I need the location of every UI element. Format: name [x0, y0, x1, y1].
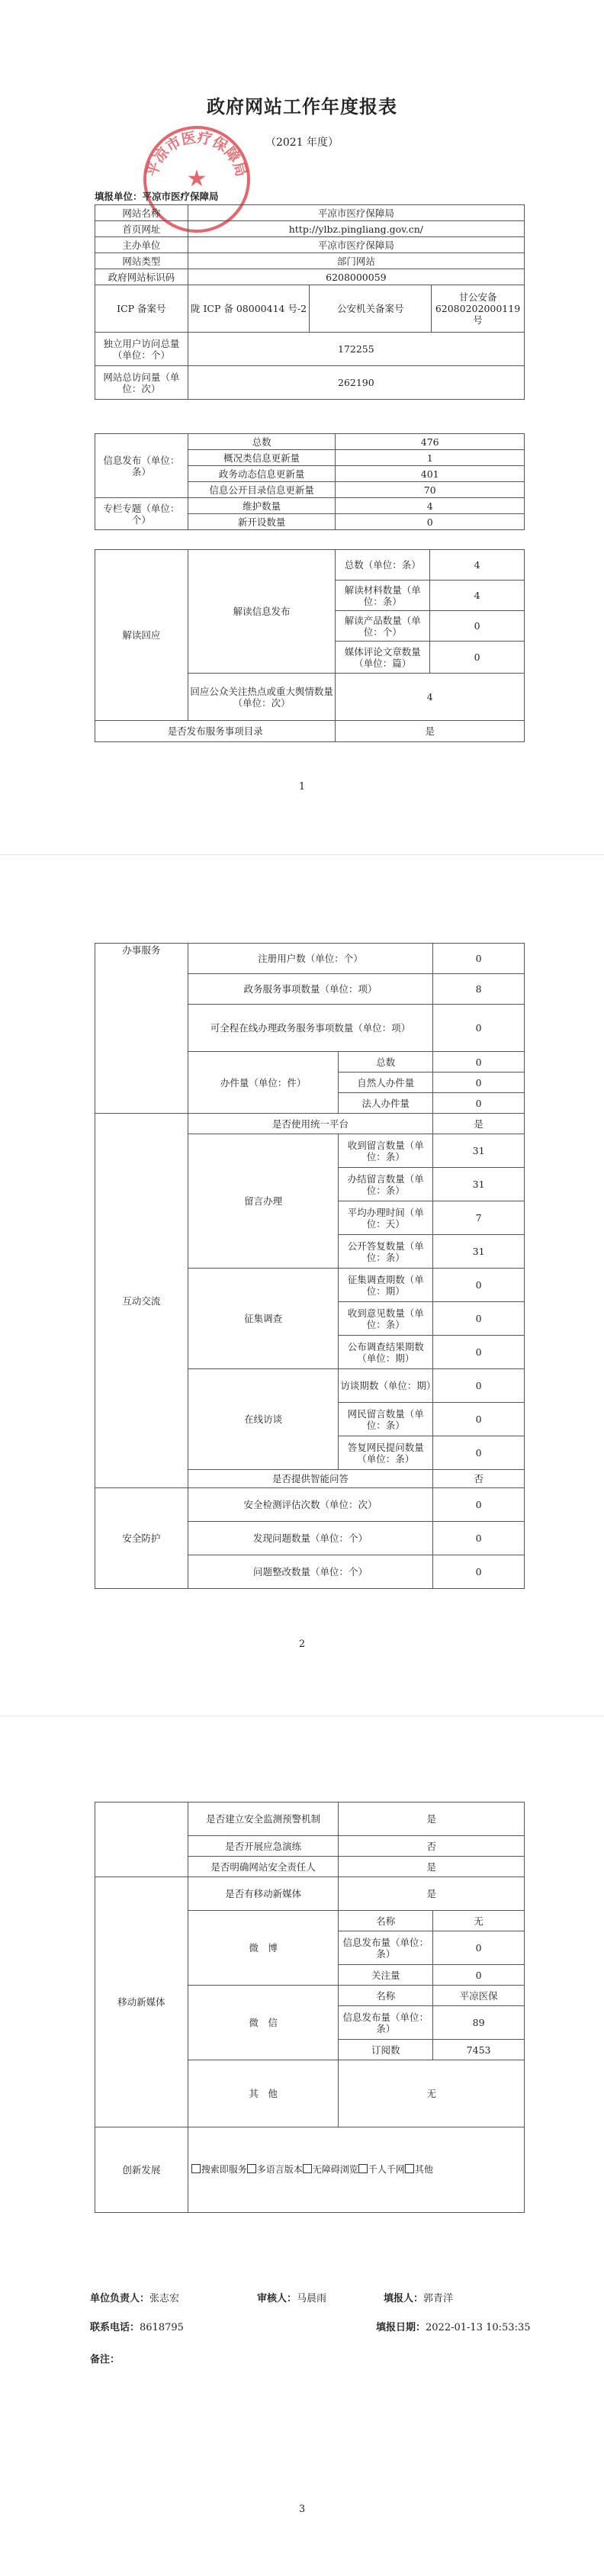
label: 解读材料数量（单位：条） — [336, 580, 430, 611]
talk-ans: 0 — [433, 1436, 525, 1470]
label: 征集调查 — [188, 1269, 339, 1369]
label: 平均办理时间（单位：天） — [339, 1201, 433, 1235]
label: 是否有移动新媒体 — [188, 1877, 339, 1911]
option-checkbox[interactable]: 其他 — [405, 2164, 433, 2175]
handle-legal: 0 — [433, 1093, 525, 1114]
interpret-product: 0 — [430, 611, 525, 642]
label: 办结留言数量（单位：条） — [339, 1168, 433, 1201]
option-checkbox[interactable]: 多语言版本 — [247, 2164, 303, 2175]
label: 公安机关备案号 — [310, 285, 432, 333]
label: 信息发布量（单位：条） — [339, 2006, 433, 2040]
page-number: 3 — [298, 2504, 306, 2515]
security-found: 0 — [433, 1522, 525, 1555]
service-online: 0 — [433, 1005, 525, 1052]
security-warn: 是 — [339, 1803, 525, 1836]
label: 主办单位 — [95, 237, 188, 253]
label: 网站总访问量（单位：次） — [95, 366, 188, 400]
label: 留言办理 — [188, 1134, 339, 1269]
footer-head: 单位负责人：张志宏 — [90, 2293, 180, 2304]
page-2 — [0, 855, 604, 1716]
label: 独立用户访问总量（单位：个） — [95, 333, 188, 366]
label: 公开答复数量（单位：条） — [339, 1235, 433, 1269]
service-label: 办事服务 — [95, 944, 188, 1114]
weibo-pub: 0 — [433, 1931, 525, 1965]
talk-msg: 0 — [433, 1403, 525, 1436]
msg-done: 31 — [433, 1168, 525, 1201]
svg-text:平凉市医疗保障局: 平凉市医疗保障局 — [143, 129, 250, 179]
media-table — [95, 1802, 525, 2213]
interpret-total: 4 — [430, 550, 525, 580]
footer-reviewer: 审核人：马晨雨 — [257, 2293, 327, 2304]
label: 是否明确网站安全责任人 — [188, 1857, 339, 1877]
report-year: （2021 年度） — [265, 137, 339, 149]
footer-filler: 填报人：郭青洋 — [384, 2293, 454, 2304]
label: 微 博 — [188, 1911, 339, 1986]
label: 政府网站标识码 — [95, 269, 188, 285]
interpret-media: 0 — [430, 642, 525, 674]
innovation-label: 创新发展 — [95, 2127, 188, 2213]
label: 信息公开目录信息更新量 — [188, 482, 336, 498]
survey-recv: 0 — [433, 1302, 525, 1336]
interpret-material: 4 — [430, 580, 525, 611]
label: 收到留言数量（单位：条） — [339, 1134, 433, 1168]
interpret-label: 解读回应 — [95, 550, 188, 721]
interpret-table — [95, 549, 525, 742]
wechat-name: 平凉医保 — [433, 1986, 525, 2006]
label: 是否发布服务事项目录 — [95, 721, 336, 742]
security-drill: 否 — [339, 1836, 525, 1857]
weibo-follow: 0 — [433, 1965, 525, 1986]
filing-unit: 填报单位：平凉市医疗保障局 — [95, 191, 219, 202]
label: 总数（单位：条） — [336, 550, 430, 580]
security-fixed: 0 — [433, 1555, 525, 1589]
platform-value: 是 — [433, 1114, 525, 1134]
label: ICP 备案号 — [95, 285, 188, 333]
homepage-url[interactable]: http://ylbz.pingliang.gov.cn/ — [188, 221, 524, 237]
media-label: 移动新媒体 — [95, 1877, 188, 2127]
info-dynamic: 401 — [336, 466, 525, 482]
label: 问题整改数量（单位：个） — [188, 1555, 432, 1589]
smart-qa: 否 — [433, 1470, 525, 1488]
msg-public: 31 — [433, 1235, 525, 1269]
label: 政务动态信息更新量 — [188, 466, 336, 482]
report-title: 政府网站工作年度报表 — [207, 95, 397, 117]
label: 答复网民提问数量（单位：条） — [339, 1436, 433, 1470]
label: 新开设数量 — [188, 514, 336, 530]
label: 是否开展应急演练 — [188, 1836, 339, 1857]
label: 公布调查结果期数（单位：期） — [339, 1336, 433, 1369]
label: 网站名称 — [95, 205, 188, 221]
media-has: 是 — [339, 1877, 525, 1911]
innovation-options — [188, 2127, 524, 2213]
label: 回应公众关注热点或重大舆情数量（单位：次） — [188, 674, 336, 721]
security-resp: 是 — [339, 1857, 525, 1877]
label: 是否提供智能问答 — [188, 1470, 432, 1488]
handle-total: 0 — [433, 1052, 525, 1073]
talk-count: 0 — [433, 1369, 525, 1403]
label: 办件量（单位：件） — [188, 1052, 339, 1114]
svg-text:★: ★ — [186, 166, 207, 192]
label: 可全程在线办理政务服务事项数量（单位：项） — [188, 1005, 432, 1052]
option-checkbox[interactable]: 千人千网 — [358, 2164, 405, 2175]
service-users: 0 — [433, 944, 525, 974]
label: 政务服务事项数量（单位：项） — [188, 974, 432, 1005]
service-items: 8 — [433, 974, 525, 1005]
label: 收到意见数量（单位：条） — [339, 1302, 433, 1336]
label: 在线访谈 — [188, 1369, 339, 1470]
site-type: 部门网站 — [188, 253, 524, 269]
column-maintain: 4 — [336, 498, 525, 514]
footer-note: 备注： — [90, 2354, 120, 2365]
label: 法人办件量 — [339, 1093, 433, 1114]
label: 媒体评论文章数量（单位：篇） — [336, 642, 430, 674]
footer-phone: 联系电话：8618795 — [90, 2322, 184, 2333]
label: 信息发布量（单位：条） — [339, 1931, 433, 1965]
interact-label: 互动交流 — [95, 1114, 188, 1488]
label: 关注量 — [339, 1965, 433, 1986]
basic-info-table — [95, 204, 525, 400]
label: 名称 — [339, 1986, 433, 2006]
weibo-name: 无 — [433, 1911, 525, 1931]
host-org: 平凉市医疗保障局 — [188, 237, 524, 253]
wechat-sub: 7453 — [433, 2040, 525, 2060]
service-list-value: 是 — [336, 721, 525, 742]
info-catalog: 70 — [336, 482, 525, 498]
site-code: 6208000059 — [188, 269, 524, 285]
security-label: 安全防护 — [95, 1488, 188, 1589]
media-other: 无 — [339, 2060, 525, 2127]
interpret-hot: 4 — [336, 674, 525, 721]
page-number: 1 — [298, 781, 306, 793]
page-number: 2 — [298, 1639, 306, 1650]
handle-person: 0 — [433, 1073, 525, 1093]
column-label: 专栏专题（单位：个） — [95, 498, 188, 530]
info-publish-table — [95, 433, 525, 530]
label: 解读产品数量（单位：个） — [336, 611, 430, 642]
label: 网站类型 — [95, 253, 188, 269]
page-3 — [0, 1716, 604, 2576]
unique-visitors: 172255 — [188, 333, 524, 366]
label: 是否使用统一平台 — [188, 1114, 432, 1134]
page-1 — [0, 0, 604, 854]
label: 首页网址 — [95, 221, 188, 237]
option-checkbox[interactable]: 无障碍浏览 — [303, 2164, 358, 2175]
site-name: 平凉市医疗保障局 — [188, 205, 524, 221]
label: 访谈期数（单位：期） — [339, 1369, 433, 1403]
label: 征集调查期数（单位：期） — [339, 1269, 433, 1302]
option-checkbox[interactable]: 搜索即服务 — [191, 2164, 247, 2175]
msg-time: 7 — [433, 1201, 525, 1235]
survey-count: 0 — [433, 1269, 525, 1302]
label: 概况类信息更新量 — [188, 450, 336, 466]
label: 订阅数 — [339, 2040, 433, 2060]
total-visits: 262190 — [188, 366, 524, 400]
police-record-number: 甘公安备 62080202000119 号 — [432, 285, 525, 333]
footer-date: 填报日期：2022-01-13 10:53:35 — [376, 2322, 531, 2333]
label: 维护数量 — [188, 498, 336, 514]
label: 注册用户数（单位：个） — [188, 944, 432, 974]
label: 其 他 — [188, 2060, 339, 2127]
info-total: 476 — [336, 434, 525, 450]
msg-recv: 31 — [433, 1134, 525, 1168]
info-overview: 1 — [336, 450, 525, 466]
label: 自然人办件量 — [339, 1073, 433, 1093]
service-table — [95, 943, 525, 1589]
label: 微 信 — [188, 1986, 339, 2060]
label: 发现问题数量（单位：个） — [188, 1522, 432, 1555]
label: 是否建立安全监测预警机制 — [188, 1803, 339, 1836]
label: 名称 — [339, 1911, 433, 1931]
wechat-pub: 89 — [433, 2006, 525, 2040]
label: 解读信息发布 — [188, 550, 336, 674]
label: 总数 — [188, 434, 336, 450]
label: 安全检测评估次数（单位：次） — [188, 1488, 432, 1522]
info-publish-label: 信息发布（单位：条） — [95, 434, 188, 498]
column-new: 0 — [336, 514, 525, 530]
survey-pub: 0 — [433, 1336, 525, 1369]
label: 网民留言数量（单位：条） — [339, 1403, 433, 1436]
security-eval: 0 — [433, 1488, 525, 1522]
label: 总数 — [339, 1052, 433, 1073]
icp-number: 陇 ICP 备 08000414 号-2 — [188, 285, 310, 333]
